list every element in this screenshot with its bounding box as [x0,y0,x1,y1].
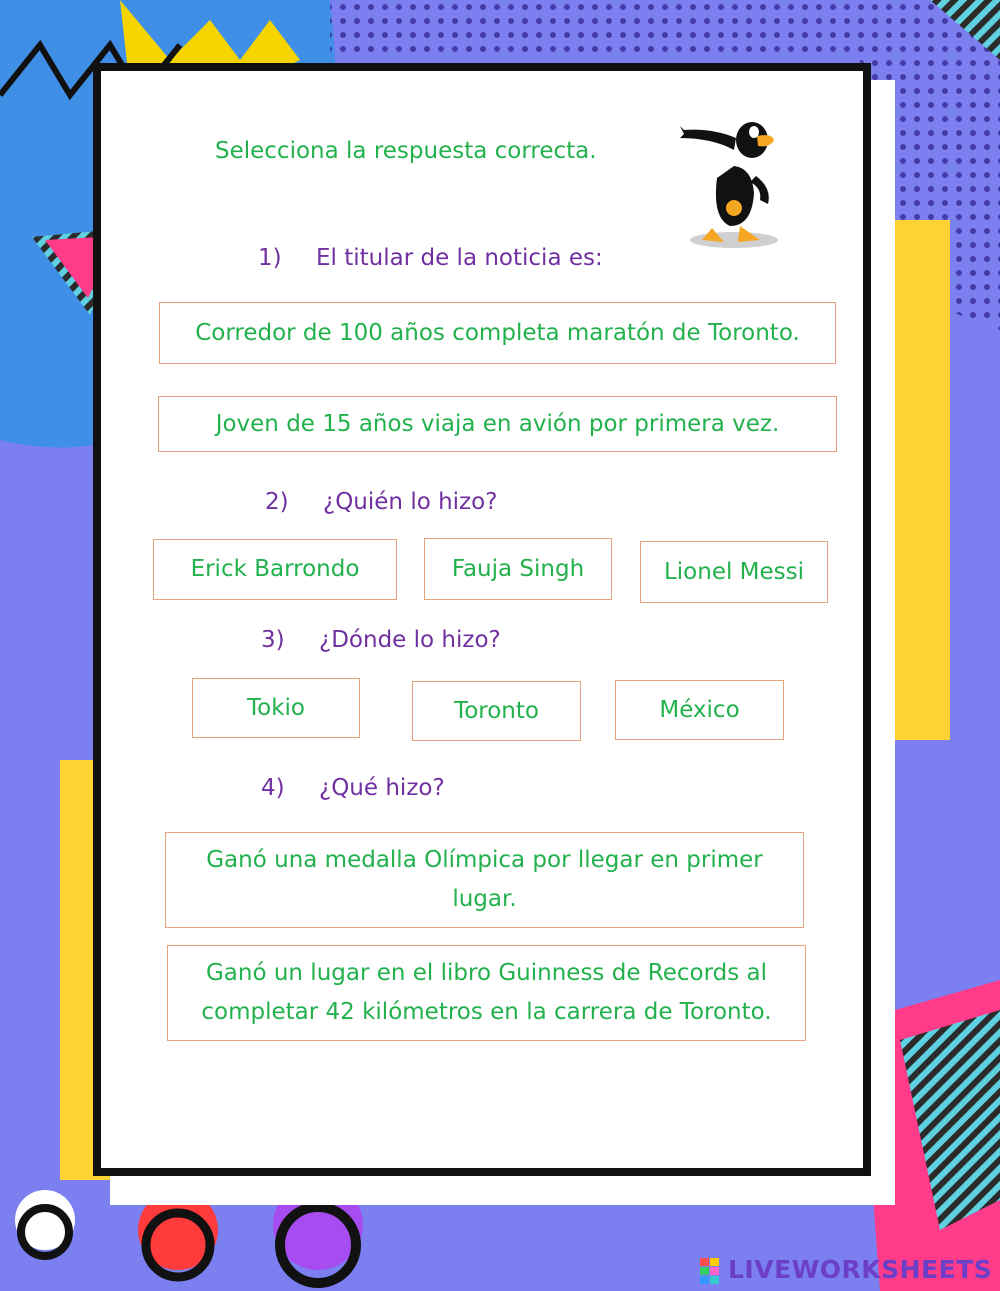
question-text: ¿Qué hizo? [319,775,445,801]
q3-option-2[interactable]: Toronto [412,681,581,741]
q3-option-3[interactable]: México [615,680,784,740]
question-text: ¿Dónde lo hizo? [319,627,501,653]
cartoon-duck-illustration [672,108,792,253]
instruction-text: Selecciona la respuesta correcta. [215,138,597,164]
q1-option-1[interactable]: Corredor de 100 años completa maratón de Toronto. [159,302,836,364]
q4-option-1[interactable]: Ganó una medalla Olímpica por llegar en primer lugar. [165,832,804,928]
question-number: 4) [261,775,285,801]
q2-option-3[interactable]: Lionel Messi [640,541,828,603]
question-text: El titular de la noticia es: [316,245,603,271]
brand-name: LIVEWORKSHEETS [728,1255,993,1284]
q2-option-1[interactable]: Erick Barrondo [153,539,397,600]
question-4 [261,775,445,801]
question-3 [261,627,501,653]
question-number: 3) [261,627,285,653]
q2-option-2[interactable]: Fauja Singh [424,538,612,600]
question-number: 1) [258,245,282,271]
question-text: ¿Quién lo hizo? [323,489,498,515]
q1-option-2[interactable]: Joven de 15 años viaja en avión por primera vez. [158,396,837,452]
question-1 [258,245,603,271]
q3-option-1[interactable]: Tokio [192,678,360,738]
q4-option-2[interactable]: Ganó un lugar en el libro Guinness de Records al completar 42 kilómetros en la carrera de Toronto. [167,945,806,1041]
question-number: 2) [265,489,289,515]
question-2 [265,489,497,515]
